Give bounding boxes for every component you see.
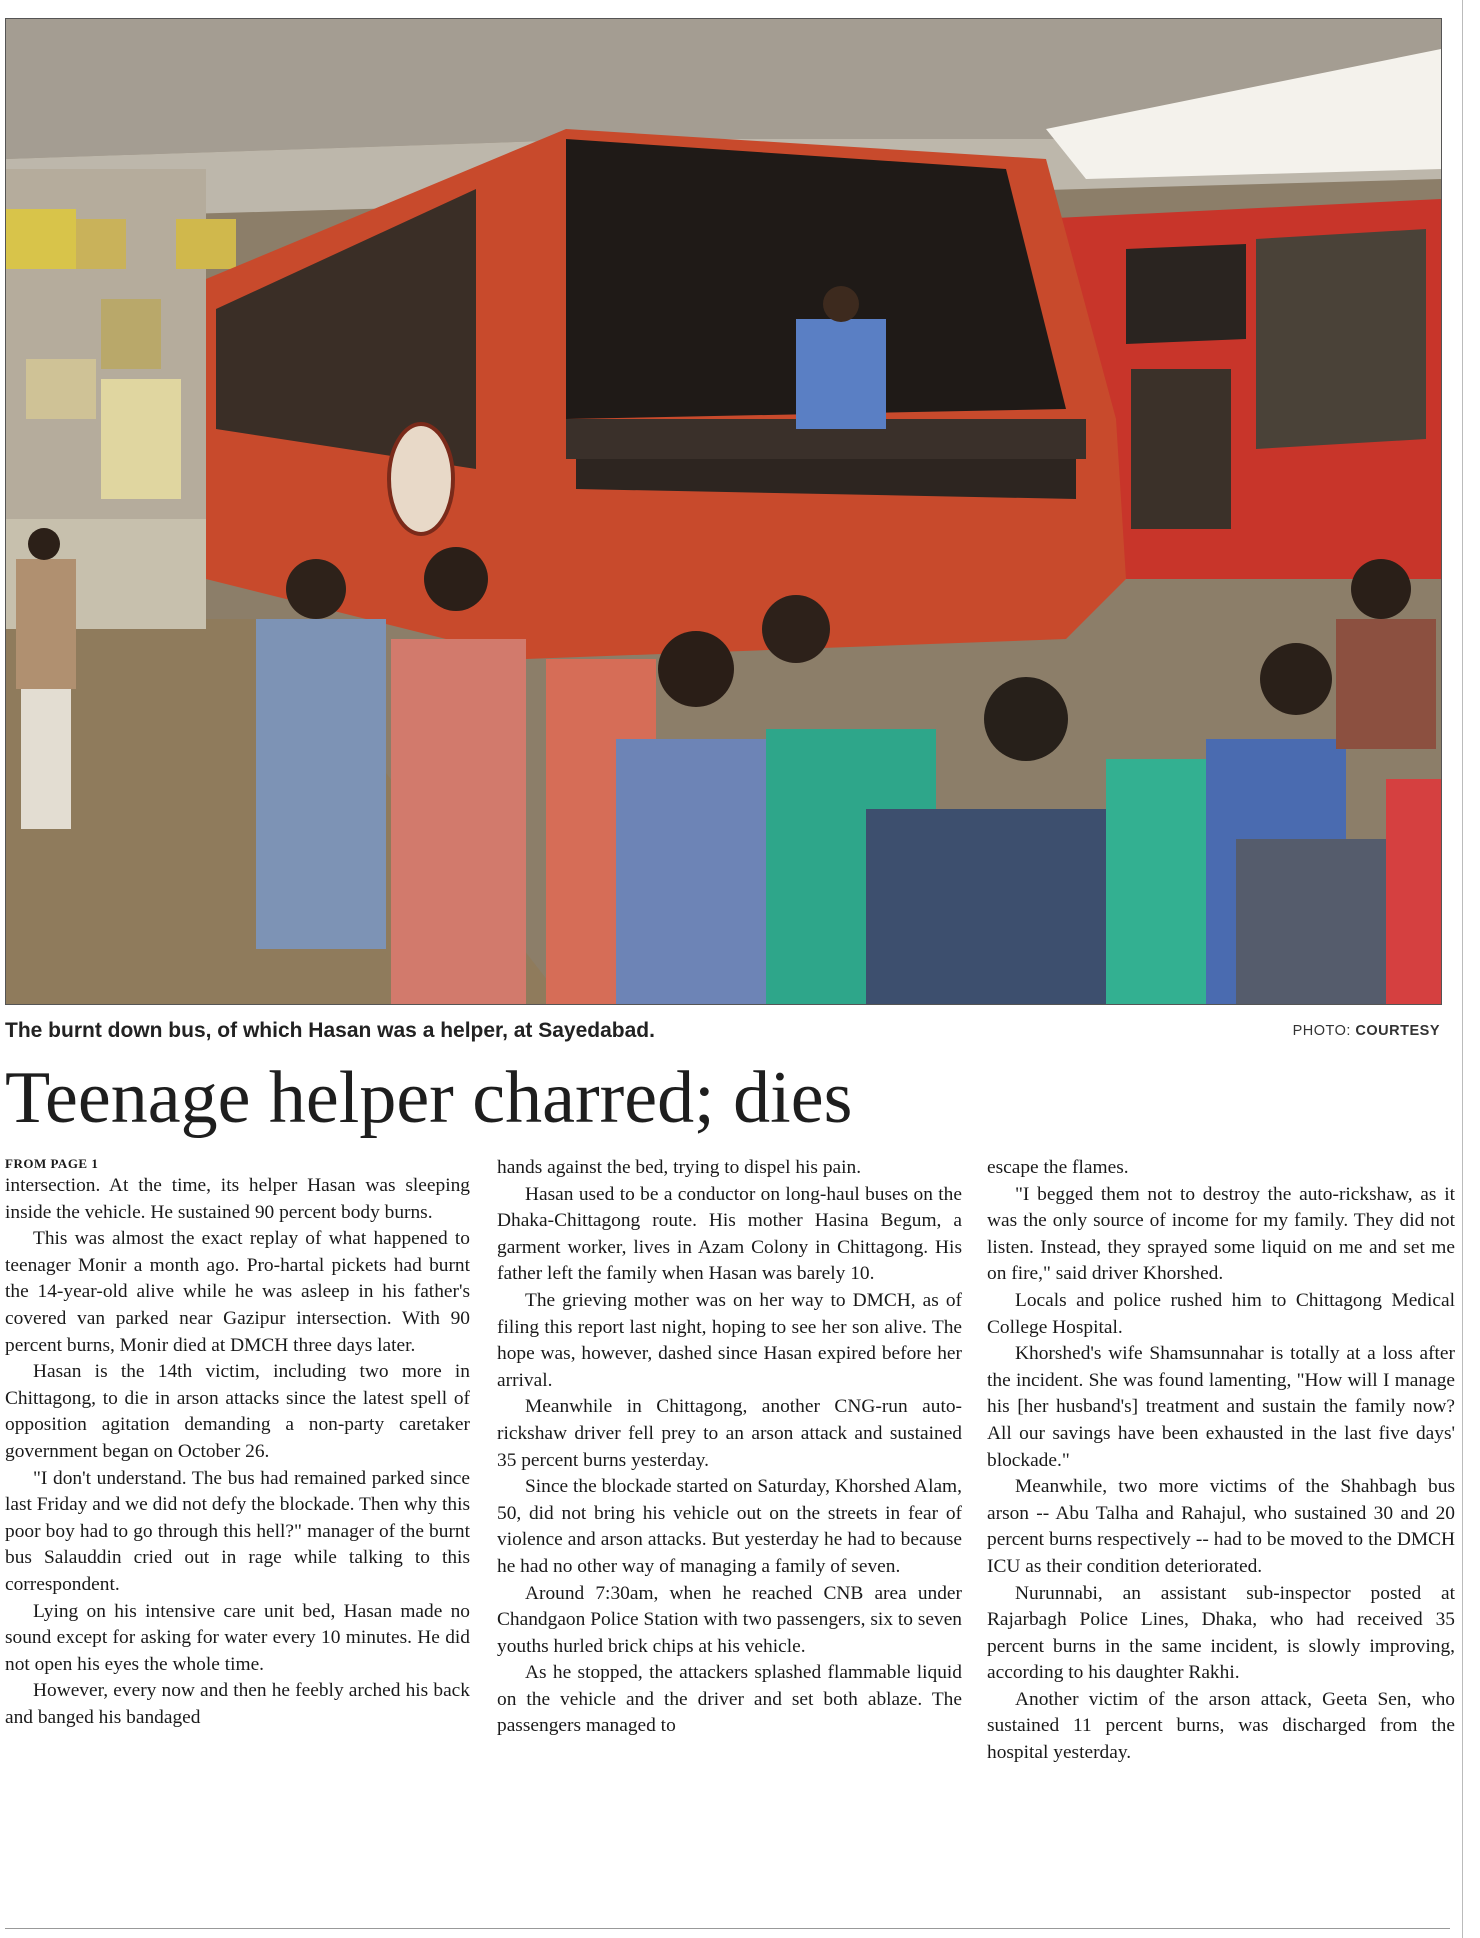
paragraph: Hasan is the 14th victim, including two more in Chittagong, to die in arson attacks since the latest spell of opposition agitation demanding a non-party caretaker government began on October 26. <box>5 1361 470 1462</box>
burnt-bus-photo-icon <box>6 19 1441 1004</box>
news-photo <box>5 18 1442 1005</box>
paragraph: Since the blockade started on Saturday, Khorshed Alam, 50, did not bring his vehicle out on the streets in fear of violence and arson attacks. But yesterday he had to because he had no other way of managing a family of seven. <box>497 1476 962 1577</box>
article-column-1 <box>5 1155 470 1731</box>
paragraph: Meanwhile, two more victims of the Shahbagh bus arson -- Abu Talha and Rahajul, who sustained 30 and 20 percent burns respectively -- had to be moved to the DMCH ICU as their condition deteriorated. <box>987 1476 1455 1577</box>
paragraph: Nurunnabi, an assistant sub-inspector posted at Rajarbagh Police Lines, Dhaka, who had received 35 percent burns in the same incident, is slowly improving, according to his daughter Rakhi. <box>987 1582 1455 1684</box>
headline: Teenage helper charred; dies <box>5 1057 853 1139</box>
paragraph: The grieving mother was on her way to DMCH, as of filing this report last night, hoping to see her son alive. The hope was, however, dashed since Hasan expired before her arrival. <box>497 1289 962 1391</box>
credit-name: COURTESY <box>1355 1023 1440 1039</box>
photo-caption <box>5 1017 1440 1047</box>
paragraph: Locals and police rushed him to Chittagong Medical College Hospital. <box>987 1289 1455 1338</box>
bottom-rule <box>5 1928 1450 1929</box>
paragraph: Hasan used to be a conductor on long-haul buses on the Dhaka-Chittagong route. His mother Hasina Begum, a garment worker, lives in Azam Colony in Chittagong. His father left the family when Hasan was barely 10. <box>497 1183 962 1285</box>
paragraph: "I don't understand. The bus had remained parked since last Friday and we did not defy the blockade. Then why this poor boy had to go through this hell?" manager of the burnt bus Salauddin cried out in rage while talking to this correspondent. <box>5 1467 470 1595</box>
paragraph: hands against the bed, trying to dispel his pain. <box>497 1157 862 1178</box>
paragraph: This was almost the exact replay of what happened to teenager Monir a month ago. Pro-hartal pickets had burnt the 14-year-old alive while he was asleep in his father's covered van parked near Gazipur intersection. With 90 percent burns, Monir died at DMCH three days later. <box>5 1228 470 1356</box>
paragraph: As he stopped, the attackers splashed flammable liquid on the vehicle and the driver and set both ablaze. The passengers managed to <box>497 1662 962 1737</box>
photo-credit <box>1293 1023 1440 1039</box>
paragraph: Around 7:30am, when he reached CNB area under Chandgaon Police Station with two passengers, six to seven youths hurled brick chips at his vehicle. <box>497 1582 962 1657</box>
paragraph: Khorshed's wife Shamsunnahar is totally at a loss after the incident. She was found lamenting, "How will I manage his [her husband's] treatment and sustain the family now? All our savings have been exhausted in the last five days' blockade." <box>987 1343 1455 1471</box>
caption-text: The burnt down bus, of which Hasan was a helper, at Sayedabad. <box>5 1019 655 1042</box>
paragraph: However, every now and then he feebly arched his back and banged his bandaged <box>5 1680 470 1728</box>
credit-label: PHOTO: <box>1292 1023 1351 1039</box>
paragraph: Another victim of the arson attack, Geeta Sen, who sustained 11 percent burns, was discharged from the hospital yesterday. <box>987 1688 1455 1764</box>
paragraph: Lying on his intensive care unit bed, Hasan made no sound except for asking for water every 10 minutes. He did not open his eyes the whole time. <box>5 1600 470 1675</box>
article-column-2 <box>497 1155 962 1740</box>
from-page-label: FROM PAGE 1 <box>5 1156 99 1171</box>
article-column-3 <box>987 1155 1455 1767</box>
paragraph: escape the flames. <box>987 1157 1129 1178</box>
right-column-rule <box>1462 0 1463 1938</box>
paragraph: "I begged them not to destroy the auto-rickshaw, as it was the only source of income for my family. They did not listen. Instead, they sprayed some liquid on me and set me on fire," said driver Khorshed. <box>987 1183 1455 1285</box>
paragraph: intersection. At the time, its helper Hasan was sleeping inside the vehicle. He sustained 90 percent body burns. <box>5 1175 470 1223</box>
paragraph: Meanwhile in Chittagong, another CNG-run auto-rickshaw driver fell prey to an arson attack and sustained 35 percent burns yesterday. <box>497 1396 962 1471</box>
